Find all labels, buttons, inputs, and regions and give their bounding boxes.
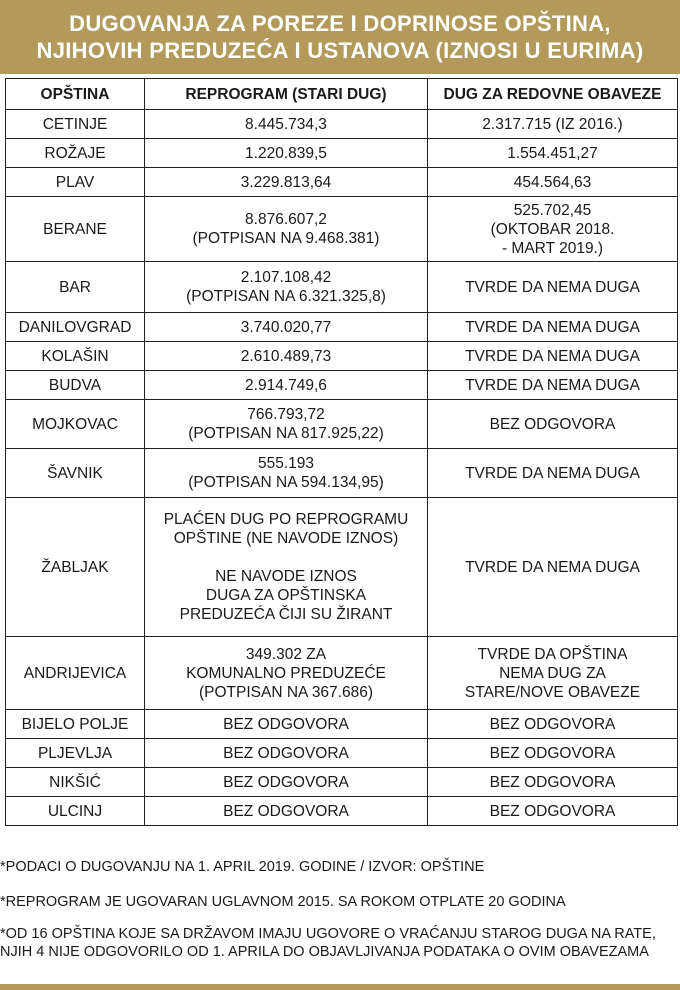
cell-reprogram: BEZ ODGOVORA — [145, 797, 428, 826]
cell-reprogram: 8.876.607,2 (POTPISAN NA 9.468.381) — [145, 197, 428, 262]
table-row — [6, 710, 678, 739]
cell-opstina: BUDVA — [6, 371, 145, 400]
table-row — [6, 197, 678, 262]
cell-dug: 2.317.715 (IZ 2016.) — [428, 110, 678, 139]
cell-opstina: ROŽAJE — [6, 139, 145, 168]
cell-opstina: ŠAVNIK — [6, 449, 145, 498]
cell-opstina: BIJELO POLJE — [6, 710, 145, 739]
cell-opstina: ULCINJ — [6, 797, 145, 826]
table-row — [6, 110, 678, 139]
table-row — [6, 498, 678, 637]
cell-dug: BEZ ODGOVORA — [428, 710, 678, 739]
cell-dug: 454.564,63 — [428, 168, 678, 197]
table-header-row — [6, 79, 678, 110]
column-header-reprogram: REPROGRAM (STARI DUG) — [145, 79, 428, 110]
footnote-reprogram: *REPROGRAM JE UGOVARAN UGLAVNOM 2015. SA ROKOM OTPLATE 20 GODINA — [0, 894, 566, 910]
cell-reprogram: 555.193 (POTPISAN NA 594.134,95) — [145, 449, 428, 498]
cell-dug: TVRDE DA NEMA DUGA — [428, 371, 678, 400]
title-line-1: DUGOVANJA ZA POREZE I DOPRINOSE OPŠTINA, — [69, 11, 611, 36]
cell-dug: TVRDE DA NEMA DUGA — [428, 313, 678, 342]
table-row — [6, 768, 678, 797]
cell-opstina: BERANE — [6, 197, 145, 262]
cell-reprogram: 349.302 ZA KOMUNALNO PREDUZEĆE (POTPISAN NA 367.686) — [145, 637, 428, 710]
table-row — [6, 313, 678, 342]
title-line-2: NJIHOVIH PREDUZEĆA I USTANOVA (IZNOSI U EURIMA) — [36, 38, 644, 63]
table-row — [6, 449, 678, 498]
table-row — [6, 139, 678, 168]
cell-dug: TVRDE DA NEMA DUGA — [428, 342, 678, 371]
cell-opstina: PLJEVLJA — [6, 739, 145, 768]
cell-dug: 1.554.451,27 — [428, 139, 678, 168]
bottom-accent-bar — [0, 984, 680, 990]
cell-dug: 525.702,45 (OKTOBAR 2018. - MART 2019.) — [428, 197, 678, 262]
title-banner — [0, 0, 680, 74]
footnote-unanswered: *OD 16 OPŠTINA KOJE SA DRŽAVOM IMAJU UGOVORE O VRAĆANJU STAROG DUGA NA RATE, NJIH 4 NIJE ODGOVORILO OD 1. APRILA DO OBJAVLJIVANJA PODATAKA O OVIM OBAVEZAMA — [0, 926, 656, 960]
cell-dug: TVRDE DA NEMA DUGA — [428, 498, 678, 637]
cell-reprogram: 2.610.489,73 — [145, 342, 428, 371]
cell-reprogram: 3.740.020,77 — [145, 313, 428, 342]
cell-opstina: KOLAŠIN — [6, 342, 145, 371]
cell-opstina: ŽABLJAK — [6, 498, 145, 637]
cell-opstina: PLAV — [6, 168, 145, 197]
cell-reprogram: 3.229.813,64 — [145, 168, 428, 197]
cell-dug: TVRDE DA OPŠTINA NEMA DUG ZA STARE/NOVE OBAVEZE — [428, 637, 678, 710]
cell-reprogram: BEZ ODGOVORA — [145, 710, 428, 739]
table-row — [6, 797, 678, 826]
table-row — [6, 342, 678, 371]
cell-opstina: NIKŠIĆ — [6, 768, 145, 797]
cell-reprogram: BEZ ODGOVORA — [145, 739, 428, 768]
table-row — [6, 168, 678, 197]
table-row — [6, 371, 678, 400]
cell-reprogram: 1.220.839,5 — [145, 139, 428, 168]
cell-dug: BEZ ODGOVORA — [428, 739, 678, 768]
table-row — [6, 637, 678, 710]
column-header-opstina: OPŠTINA — [6, 79, 145, 110]
cell-dug: BEZ ODGOVORA — [428, 400, 678, 449]
cell-dug: BEZ ODGOVORA — [428, 797, 678, 826]
footnote-date-source: *PODACI O DUGOVANJU NA 1. APRIL 2019. GODINE / IZVOR: OPŠTINE — [0, 859, 485, 875]
cell-opstina: MOJKOVAC — [6, 400, 145, 449]
cell-reprogram: 766.793,72 (POTPISAN NA 817.925,22) — [145, 400, 428, 449]
debt-table — [5, 78, 678, 826]
cell-dug: TVRDE DA NEMA DUGA — [428, 449, 678, 498]
cell-reprogram: 8.445.734,3 — [145, 110, 428, 139]
cell-reprogram: 2.914.749,6 — [145, 371, 428, 400]
cell-opstina: CETINJE — [6, 110, 145, 139]
table-row — [6, 400, 678, 449]
column-header-dug: DUG ZA REDOVNE OBAVEZE — [428, 79, 678, 110]
cell-reprogram: BEZ ODGOVORA — [145, 768, 428, 797]
cell-opstina: BAR — [6, 262, 145, 313]
cell-reprogram: PLAĆEN DUG PO REPROGRAMU OPŠTINE (NE NAVODE IZNOS) NE NAVODE IZNOS DUGA ZA OPŠTINSKA PREDUZEĆA ČIJI SU ŽIRANT — [145, 498, 428, 637]
table-row — [6, 739, 678, 768]
cell-opstina: DANILOVGRAD — [6, 313, 145, 342]
cell-reprogram: 2.107.108,42 (POTPISAN NA 6.321.325,8) — [145, 262, 428, 313]
cell-dug: TVRDE DA NEMA DUGA — [428, 262, 678, 313]
table-row — [6, 262, 678, 313]
cell-opstina: ANDRIJEVICA — [6, 637, 145, 710]
cell-dug: BEZ ODGOVORA — [428, 768, 678, 797]
